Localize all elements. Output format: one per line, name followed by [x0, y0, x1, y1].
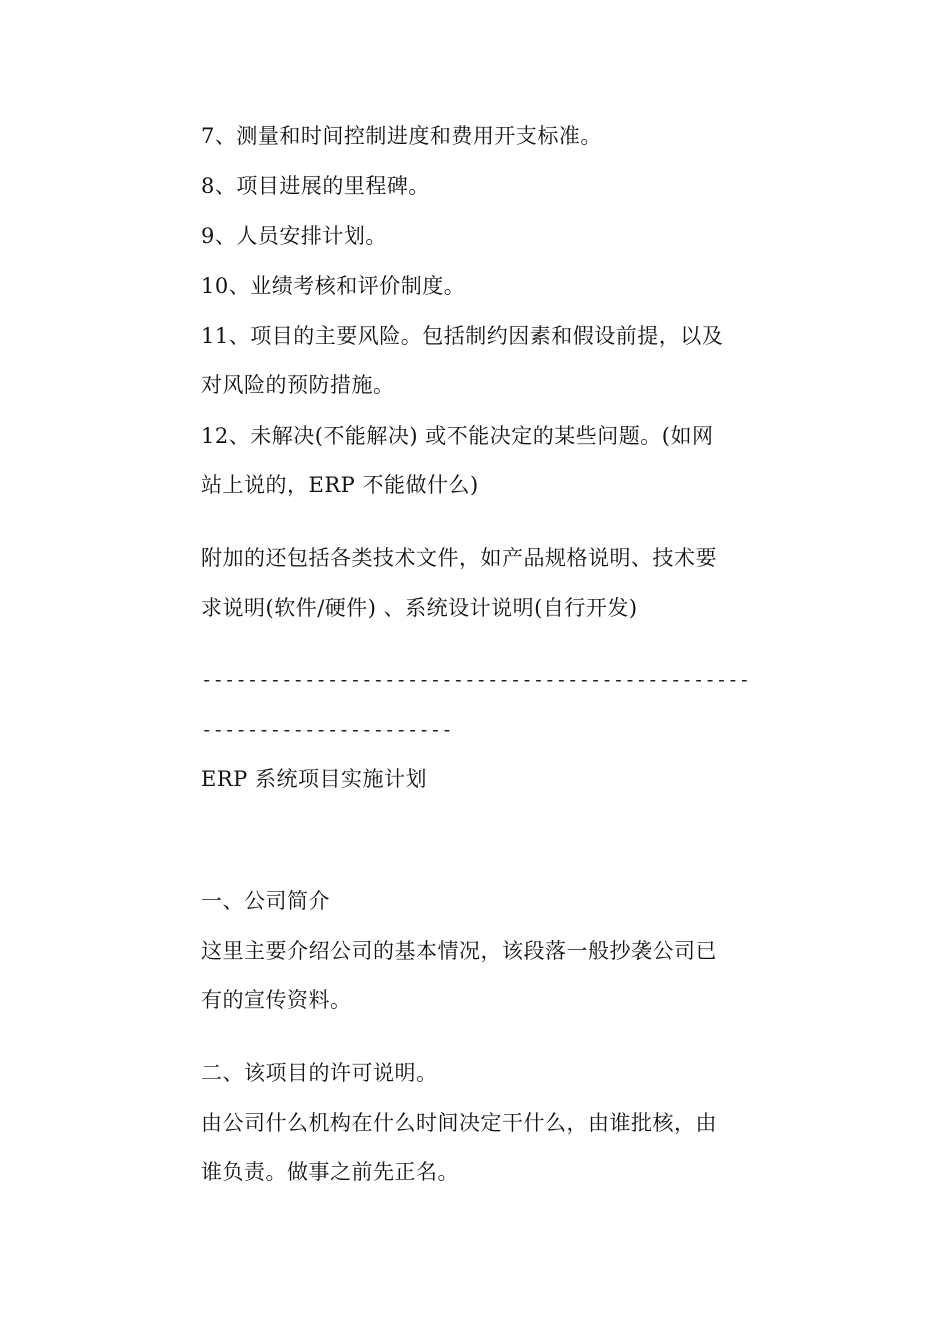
heading-project-license: 二、该项目的许可说明。	[201, 1061, 438, 1085]
list-item-12-continued: 站上说的，ERP 不能做什么)	[201, 473, 479, 497]
separator-line: ------------------------------------------------	[201, 669, 751, 691]
list-item-12: 12、未解决(不能解决) 或不能决定的某些问题。(如网	[201, 424, 714, 448]
list-item-11: 11、项目的主要风险。包括制约因素和假设前提，以及	[201, 324, 724, 348]
paragraph-project-license-continued: 谁负责。做事之前先正名。	[201, 1160, 459, 1184]
list-item-7: 7、测量和时间控制进度和费用开支标准。	[201, 124, 602, 148]
paragraph-project-license: 由公司什么机构在什么时间决定干什么，由谁批核，由	[201, 1111, 717, 1135]
paragraph-additional: 附加的还包括各类技术文件，如产品规格说明、技术要	[201, 546, 717, 570]
separator-line-continued: ----------------------	[201, 719, 453, 741]
paragraph-additional-continued: 求说明(软件/硬件) 、系统设计说明(自行开发)	[201, 596, 638, 620]
section-title: ERP 系统项目实施计划	[201, 767, 427, 791]
paragraph-company-intro: 这里主要介绍公司的基本情况，该段落一般抄袭公司已	[201, 939, 717, 963]
list-item-11-continued: 对风险的预防措施。	[201, 373, 395, 397]
heading-company-intro: 一、公司简介	[201, 889, 330, 913]
list-item-8: 8、项目进展的里程碑。	[201, 174, 430, 198]
list-item-9: 9、人员安排计划。	[201, 224, 387, 248]
list-item-10: 10、业绩考核和评价制度。	[201, 274, 466, 298]
paragraph-company-intro-continued: 有的宣传资料。	[201, 988, 352, 1012]
